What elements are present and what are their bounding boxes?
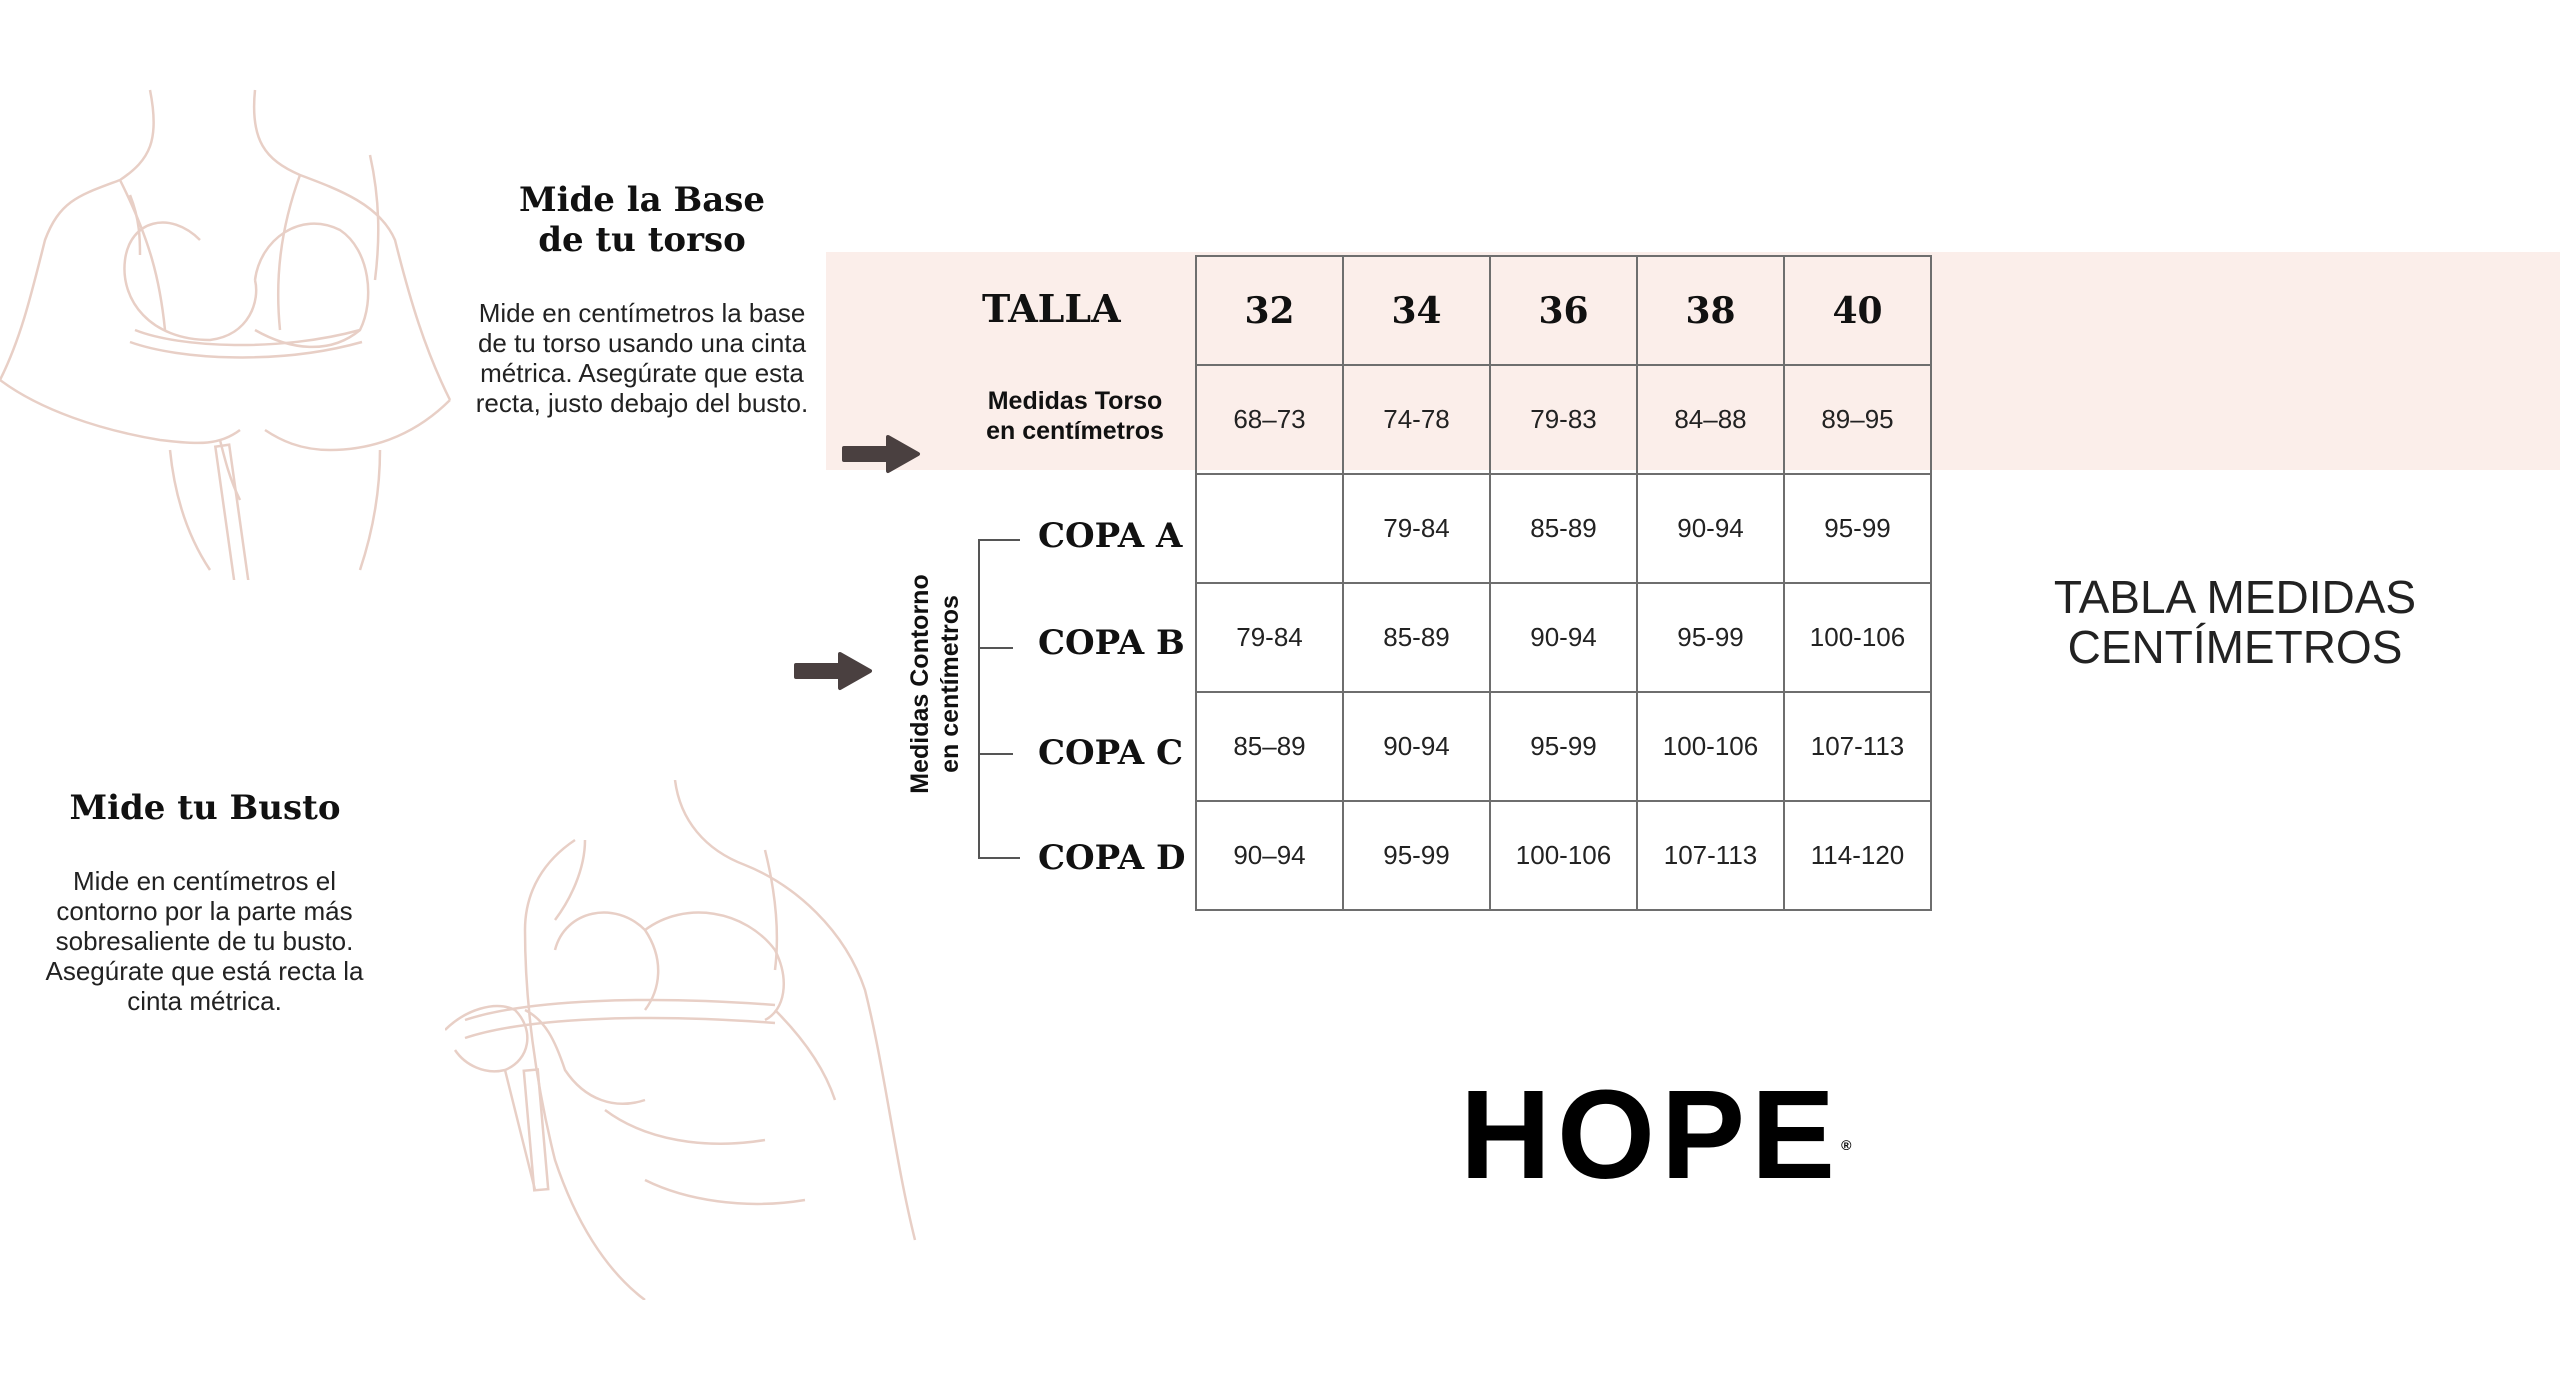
brand-logo (1460, 1064, 1852, 1205)
size-header-row (1196, 256, 1931, 365)
arrow-right-icon (792, 651, 874, 696)
cup-cell (1196, 474, 1343, 583)
torso-cell: 89–95 (1784, 365, 1931, 474)
brand-name: HOPE (1460, 1064, 1842, 1205)
torso-instructions: Mide en centímetros la base de tu torso usando una cinta métrica. Asegúrate que esta recta, justo debajo del busto. (475, 298, 809, 418)
cup-cell: 90-94 (1343, 692, 1490, 801)
cup-cell: 95-99 (1784, 474, 1931, 583)
cup-cell: 107-113 (1784, 692, 1931, 801)
torso-row-label-line2: en centímetros (986, 417, 1164, 445)
cup-d-label: COPA D (1038, 838, 1186, 878)
size-cell: 40 (1784, 256, 1931, 365)
torso-cell: 68–73 (1196, 365, 1343, 474)
arrow-right-icon (840, 434, 922, 479)
torso-row (1196, 365, 1931, 474)
torso-heading (482, 180, 802, 260)
side-title-line1: TABLA MEDIDAS (2053, 571, 2417, 623)
bust-heading: Mide tu Busto (69, 788, 341, 828)
cup-cell: 100-106 (1637, 692, 1784, 801)
bust-instructions: Mide en centímetros el contorno por la parte más sobresaliente de tu busto. Asegúrate que está recta la cinta métrica. (45, 866, 364, 1016)
cup-cell: 79-84 (1343, 474, 1490, 583)
cup-b-label: COPA B (1038, 623, 1185, 663)
size-table (1195, 255, 1932, 911)
size-cell: 32 (1196, 256, 1343, 365)
cup-cell: 107-113 (1637, 801, 1784, 910)
cup-cell: 79-84 (1196, 583, 1343, 692)
torso-cell: 84–88 (1637, 365, 1784, 474)
torso-row-label (965, 386, 1185, 446)
cup-a-label: COPA A (1038, 516, 1183, 556)
contour-label-line2: en centímetros (936, 595, 964, 773)
registered-mark: ® (1841, 1137, 1852, 1153)
cup-a-row (1196, 474, 1931, 583)
cup-cell: 90–94 (1196, 801, 1343, 910)
cup-cell: 85-89 (1490, 474, 1637, 583)
size-row-label: TALLA (982, 286, 1121, 331)
torso-measure-illustration (0, 80, 460, 580)
cup-cell: 90-94 (1637, 474, 1784, 583)
cup-cell: 100-106 (1784, 583, 1931, 692)
cup-cell: 114-120 (1784, 801, 1931, 910)
side-title (2000, 572, 2470, 672)
size-cell: 36 (1490, 256, 1637, 365)
side-title-line2: CENTÍMETROS (2067, 621, 2403, 673)
cup-c-label: COPA C (1038, 733, 1184, 773)
cup-cell: 85-89 (1343, 583, 1490, 692)
size-cell: 34 (1343, 256, 1490, 365)
cup-cell: 85–89 (1196, 692, 1343, 801)
torso-heading-line1: Mide la Base (518, 180, 766, 220)
cup-cell: 90-94 (1490, 583, 1637, 692)
torso-row-label-line1: Medidas Torso (987, 387, 1163, 415)
cup-cell: 95-99 (1490, 692, 1637, 801)
contour-vertical-label (905, 539, 965, 829)
cup-cell: 100-106 (1490, 801, 1637, 910)
bust-measure-illustration (445, 780, 925, 1300)
torso-heading-line2: de tu torso (538, 220, 746, 260)
contour-label-line1: Medidas Contorno (906, 574, 934, 794)
cup-b-row (1196, 583, 1931, 692)
torso-cell: 74-78 (1343, 365, 1490, 474)
cup-bracket (975, 536, 1025, 867)
cup-cell: 95-99 (1637, 583, 1784, 692)
cup-c-row (1196, 692, 1931, 801)
cup-d-row (1196, 801, 1931, 910)
size-cell: 38 (1637, 256, 1784, 365)
torso-cell: 79-83 (1490, 365, 1637, 474)
cup-cell: 95-99 (1343, 801, 1490, 910)
